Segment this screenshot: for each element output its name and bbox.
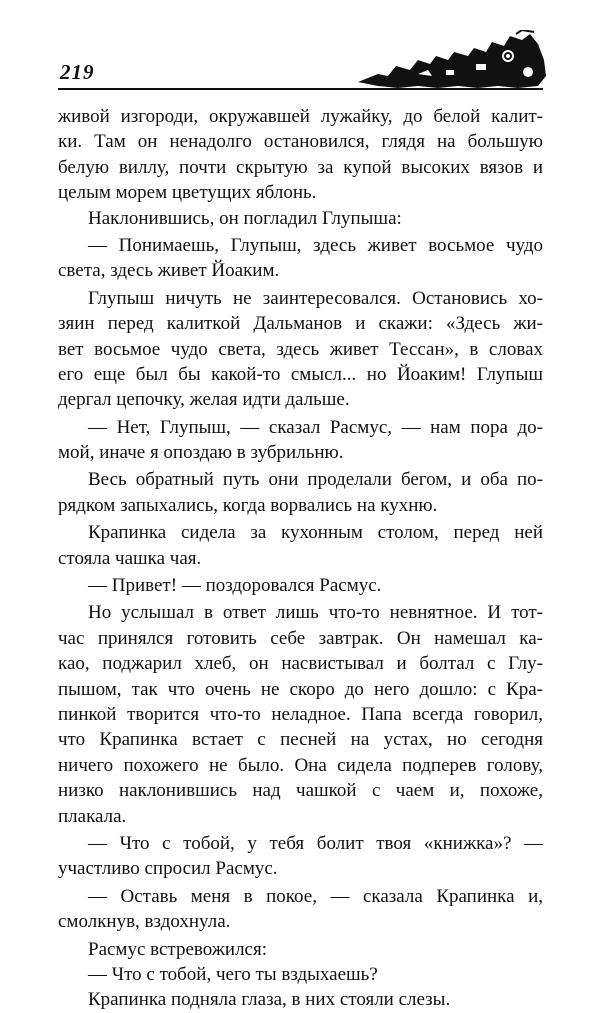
text-line: — Оставь меня в покое, — сказала Крапинка и,	[88, 885, 543, 907]
text-line: пышом, так что очень не скоро до него дошло: с Кра-	[58, 678, 543, 700]
text-line: ничего похожего не было. Она сидела подперев голову,	[58, 754, 543, 776]
header-rule	[58, 88, 543, 90]
text-line: участливо спросил Расмус.	[58, 858, 278, 880]
text-line: Расмус встревожился:	[88, 938, 267, 960]
text-line: — Что с тобой, чего ты вздыхаешь?	[88, 963, 378, 985]
text-line: смолкнув, вздохнула.	[58, 911, 231, 933]
text-line: Крапинка сидела за кухонным столом, перед ней	[88, 522, 543, 544]
text-line: — Понимаешь, Глупыш, здесь живет восьмое чудо	[88, 234, 543, 256]
text-line: плакала.	[58, 805, 127, 827]
text-line: пинкой творится что-то неладное. Папа всегда говорил,	[58, 703, 543, 725]
text-line: его еще был бы какой-то смысл... но Йоаким! Глупыш	[58, 363, 543, 385]
text-line: что Крапинка встает с песней на устах, но сегодня	[58, 729, 543, 751]
text-line: — Что с тобой, у тебя болит твоя «книжка»? —	[88, 832, 543, 854]
text-line: мой, иначе я опоздаю в зубрильню.	[58, 442, 344, 464]
header-illustration-icon	[358, 30, 548, 94]
text-line: Но услышал в ответ лишь что-то невнятное. И тот-	[88, 602, 543, 624]
text-line: Глупыш ничуть не заинтересовался. Остановись хо-	[88, 287, 543, 309]
text-line: низко наклонившись над чашкой с чаем и, похоже,	[58, 780, 543, 802]
text-line: рядком запыхались, когда ворвались на кухню.	[58, 494, 438, 516]
text-line: као, поджарил хлеб, он насвистывал и болтал с Глу-	[58, 653, 543, 675]
text-line: белую виллу, почти скрытую за купой высоких вязов и	[58, 156, 543, 178]
text-line: Весь обратный путь они проделали бегом, и оба по-	[88, 469, 543, 491]
text-line: ки. Там он ненадолго остановился, глядя на большую	[58, 131, 543, 153]
text-line: целым морем цветущих яблонь.	[58, 182, 317, 204]
page-number: 219	[60, 60, 95, 84]
text-line: час принялся готовить себе завтрак. Он намешал ка-	[58, 627, 543, 649]
body-text	[58, 104, 543, 1013]
text-line: вет восьмое чудо света, здесь живет Тессан», в словах	[58, 338, 543, 360]
text-line: стояла чашка чая.	[58, 547, 202, 569]
text-line: живой изгороди, окружавшей лужайку, до белой калит-	[58, 106, 543, 127]
text-line: Крапинка подняла глаза, в них стояли слезы.	[88, 989, 451, 1011]
text-line: — Привет! — поздоровался Расмус.	[88, 575, 382, 597]
text-line: Наклонившись, он погладил Глупыша:	[88, 207, 402, 229]
text-line: зяин перед калиткой Дальманов и скажи: «Здесь жи-	[58, 313, 543, 335]
text-line: — Нет, Глупыш, — сказал Расмус, — нам пора до-	[88, 416, 543, 438]
text-line: света, здесь живет Йоаким.	[58, 260, 280, 282]
text-line: дергал цепочку, желая идти дальше.	[58, 389, 350, 411]
